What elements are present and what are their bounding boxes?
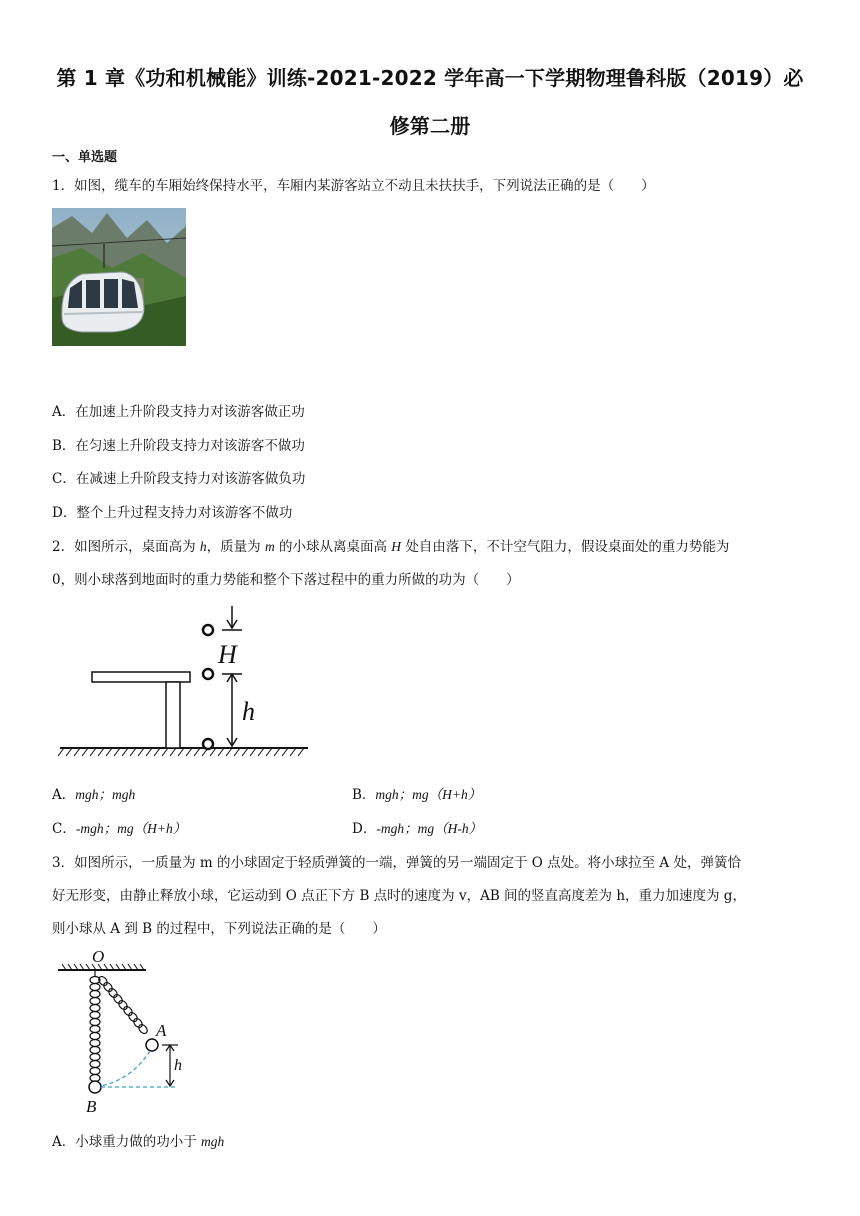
label-B: B xyxy=(86,1097,97,1116)
question-3-stem-line1: 3．如图所示，一质量为 m 的小球固定于轻质弹簧的一端，弹簧的另一端固定于 O 点处。将小球拉至 A 处，弹簧恰 xyxy=(52,855,741,871)
question-3-stem-line3: 则小球从 A 到 B 的过程中，下列说法正确的是（ ） xyxy=(52,921,386,937)
label-H: H xyxy=(218,640,237,669)
label-h-q3: h xyxy=(174,1057,182,1074)
label-h: h xyxy=(242,697,255,726)
question-3-stem-line2: 好无形变，由静止释放小球，它运动到 O 点正下方 B 点时的速度为 v，AB 间的竖直高度差为 h，重力加速度为 g， xyxy=(52,888,746,904)
question-2-option-a: A．mgh；mgh xyxy=(52,787,136,803)
label-O: O xyxy=(92,947,105,966)
question-2-stem-line1: 2．如图所示，桌面高为 h，质量为 m 的小球从离桌面高 H 处自由落下，不计空气阻力，假设桌面处的重力势能为 xyxy=(52,539,730,555)
spring-pendulum-diagram xyxy=(54,944,194,1124)
question-1-option-d: D．整个上升过程支持力对该游客不做功 xyxy=(52,505,293,521)
question-2-option-c: C．-mgh；mg（H+h） xyxy=(52,821,187,837)
question-1-stem: 1．如图，缆车的车厢始终保持水平，车厢内某游客站立不动且未扶扶手，下列说法正确的是（ ） xyxy=(52,178,655,194)
table-ball-diagram xyxy=(56,600,316,764)
question-1-option-a: A．在加速上升阶段支持力对该游客做正功 xyxy=(52,404,305,420)
label-A: A xyxy=(156,1021,167,1040)
document-title-line2: 修第二册 xyxy=(389,114,471,138)
document-title-line1: 第 1 章《功和机械能》训练-2021-2022 学年高一下学期物理鲁科版（2019）必 xyxy=(56,66,804,90)
question-2-option-d: D．-mgh；mg（H-h） xyxy=(352,821,483,837)
section-heading: 一、单选题 xyxy=(52,150,118,165)
question-1-option-b: B．在匀速上升阶段支持力对该游客不做功 xyxy=(52,438,305,454)
question-3-option-a: A．小球重力做的功小于 mgh xyxy=(52,1134,225,1150)
question-2-stem-line2: 0，则小球落到地面时的重力势能和整个下落过程中的重力所做的功为（ ） xyxy=(52,572,520,588)
cable-car-photo xyxy=(52,208,186,346)
question-2-option-b: B．mgh；mg（H+h） xyxy=(352,787,482,803)
question-1-option-c: C．在减速上升阶段支持力对该游客做负功 xyxy=(52,471,306,487)
